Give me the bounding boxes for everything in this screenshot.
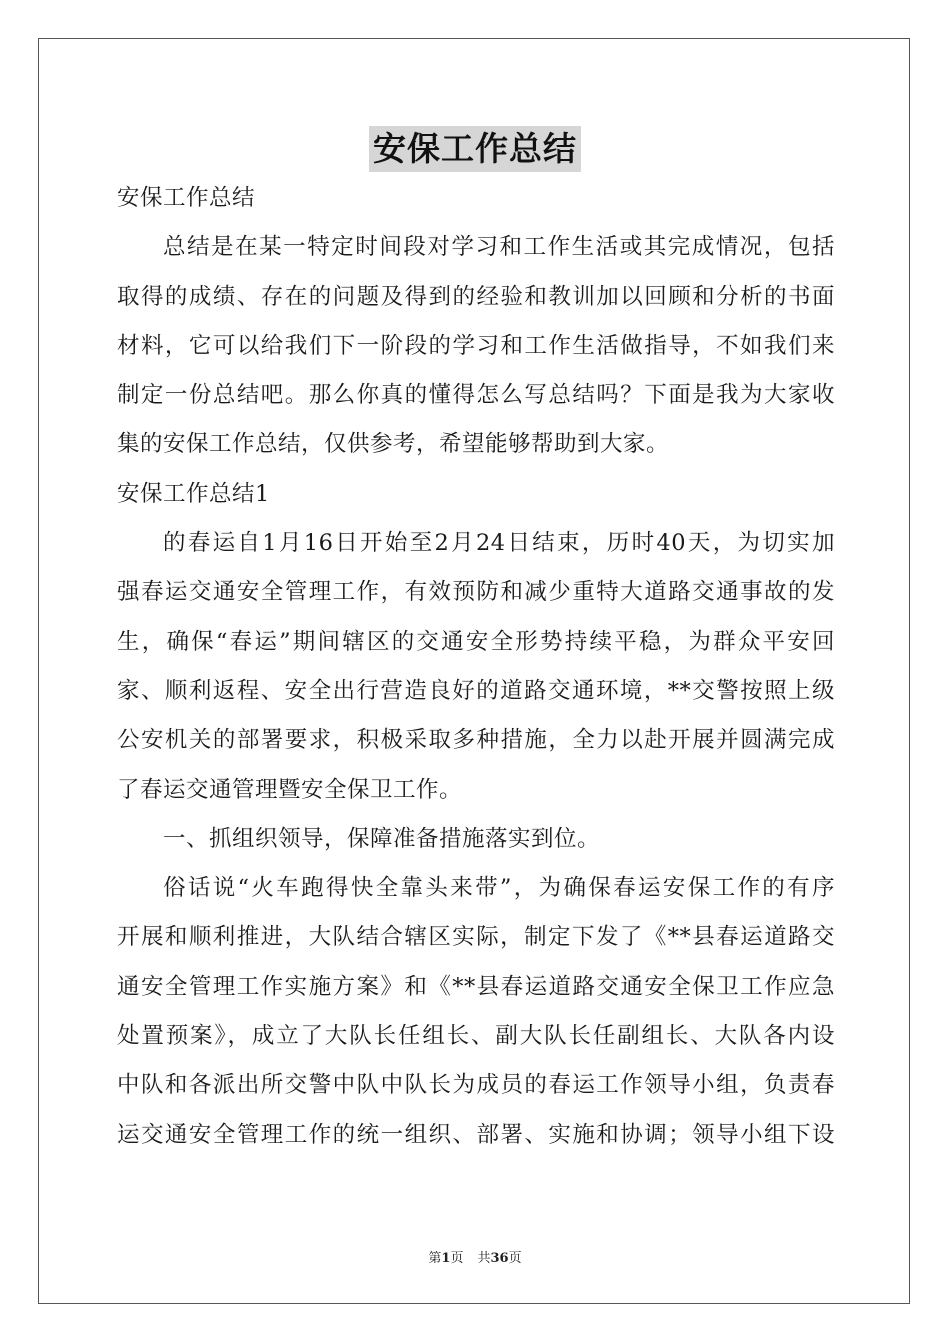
page-footer [0,1247,950,1266]
text-line: 家、顺利返程、安全出行营造良好的道路交通环境，**交警按照上级 [117,677,835,704]
text-line: 开展和顺利推进，大队结合辖区实际，制定下发了《**县春运道路交 [117,924,835,951]
page-number: 1 [441,1251,451,1266]
text-line: 集的安保工作总结，仅供参考，希望能够帮助到大家。 [117,431,670,458]
text-line: 运交通安全管理工作的统一组织、部署、实施和协调；领导小组下设 [117,1121,835,1148]
document-title [0,126,950,178]
text-line: 处置预案》，成立了大队长任组长、副大队长任副组长、大队各内设 [117,1023,835,1050]
text-line: 制定一份总结吧。那么你真的懂得怎么写总结吗？下面是我为大家收 [117,382,835,409]
text-line: 生，确保“春运”期间辖区的交通安全形势持续平稳，为群众平安回 [117,628,835,655]
page-suffix: 页 [450,1251,464,1266]
subsection-heading: 一、抓组织领导，保障准备措施落实到位。 [163,825,601,852]
text-line: 俗话说“火车跑得快全靠头来带”，为确保春运安保工作的有序 [163,875,835,902]
text-line: 了春运交通管理暨安全保卫工作。 [117,776,463,803]
title-text: 安保工作总结 [369,126,581,172]
total-prefix: 共 [477,1251,491,1266]
page-prefix: 第 [428,1251,442,1266]
subtitle-line: 安保工作总结 [117,185,256,211]
text-line: 公安机关的部署要求，积极采取多种措施，全力以赴开展并圆满完成 [117,727,835,754]
text-line: 总结是在某一特定时间段对学习和工作生活或其完成情况，包括 [163,234,835,261]
text-line: 中队和各派出所交警中队中队长为成员的春运工作领导小组，负责春 [117,1072,835,1099]
text-line: 材料，它可以给我们下一阶段的学习和工作生活做指导，不如我们来 [117,332,835,359]
total-suffix: 页 [508,1251,522,1266]
text-line: 强春运交通安全管理工作，有效预防和减少重特大道路交通事故的发 [117,579,835,606]
text-line: 通安全管理工作实施方案》和《**县春运道路交通安全保卫工作应急 [117,973,835,1000]
document-body [117,174,835,1160]
text-line: 取得的成绩、存在的问题及得到的经验和教训加以回顾和分析的书面 [117,283,835,310]
text-line: 的春运自1月16日开始至2月24日结束，历时40天，为切实加 [163,530,835,557]
total-pages: 36 [490,1251,509,1266]
section-heading: 安保工作总结1 [117,480,270,507]
